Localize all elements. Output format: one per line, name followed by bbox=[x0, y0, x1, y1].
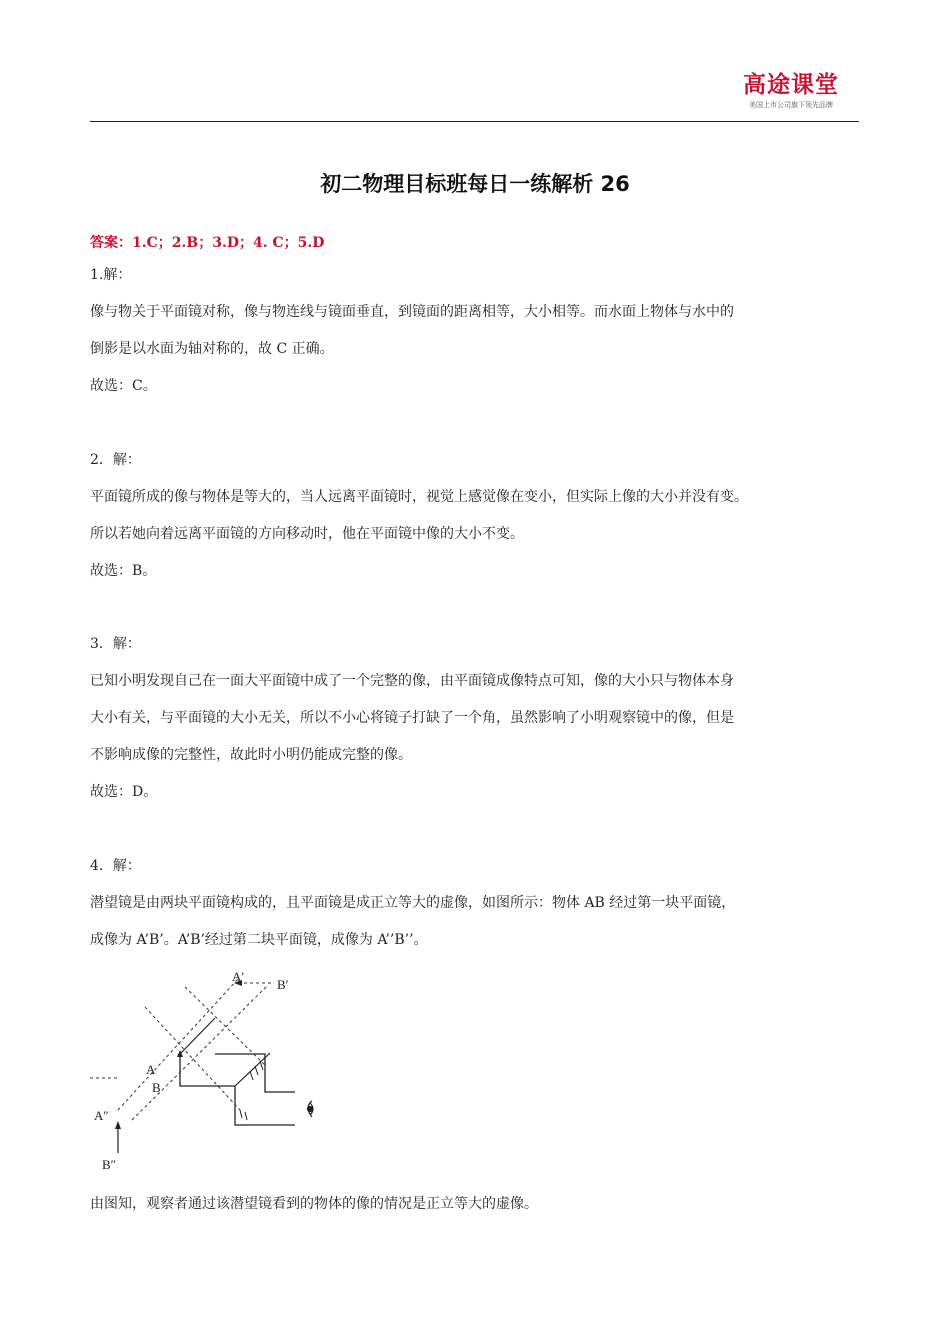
header-divider bbox=[90, 121, 859, 122]
label-b: B bbox=[152, 1080, 161, 1095]
solution-label: 1.解： bbox=[90, 267, 132, 283]
solution-text: 由图知，观察者通过该潜望镜看到的物体的像的情况是正立等大的虚像。 bbox=[90, 1196, 538, 1212]
solution-4-conclusion bbox=[90, 1186, 865, 1223]
solution-label: 3．解： bbox=[90, 636, 141, 652]
solution-text: 成像为 A’B’。A’B’经过第二块平面镜，成像为 A’’B’’。 bbox=[90, 932, 428, 948]
solution-label: 4．解： bbox=[90, 858, 141, 874]
answer-key: 答案：1.C；2.B；3.D；4. C；5.D bbox=[90, 235, 325, 251]
solution-choice: 故选：B。 bbox=[90, 563, 157, 579]
brand-name: 高途课堂 bbox=[743, 72, 839, 98]
solution-choice: 故选：D。 bbox=[90, 784, 158, 800]
solution-text: 倒影是以水面为轴对称的，故 C 正确。 bbox=[90, 341, 334, 357]
label-a1: A′ bbox=[232, 969, 245, 984]
solution-choice: 故选：C。 bbox=[90, 378, 157, 394]
periscope-diagram bbox=[90, 965, 340, 1177]
brand-logo bbox=[738, 72, 844, 110]
solution-text: 不影响成像的完整性，故此时小明仍能成完整的像。 bbox=[90, 747, 412, 763]
solution-label: 2．解： bbox=[90, 452, 141, 468]
solution-2 bbox=[90, 442, 865, 590]
brand-slogan: 美国上市公司旗下领先品牌 bbox=[749, 101, 833, 109]
label-b2: B″ bbox=[102, 1157, 117, 1172]
solution-text: 大小有关，与平面镜的大小无关，所以不小心将镜子打缺了一个角，虽然影响了小明观察镜中的像，但是 bbox=[90, 710, 734, 726]
solution-4 bbox=[90, 848, 865, 959]
solution-1 bbox=[90, 257, 865, 405]
eye-icon bbox=[308, 1101, 314, 1117]
solution-text: 已知小明发现自己在一面大平面镜中成了一个完整的像，由平面镜成像特点可知，像的大小只与物体本身 bbox=[90, 673, 734, 689]
label-b1: B′ bbox=[277, 977, 289, 992]
solution-text: 潜望镜是由两块平面镜构成的，且平面镜是成正立等大的虚像，如图所示：物体 AB 经过第一块平面镜， bbox=[90, 895, 736, 911]
top-mirror bbox=[180, 1018, 215, 1054]
periscope-tube bbox=[180, 1054, 295, 1125]
page-title: 初二物理目标班每日一练解析 26 bbox=[320, 172, 630, 196]
solution-text: 所以若她向着远离平面镜的方向移动时，他在平面镜中像的大小不变。 bbox=[90, 526, 524, 542]
label-a: A bbox=[146, 1062, 156, 1077]
solution-text: 像与物关于平面镜对称，像与物连线与镜面垂直，到镜面的距离相等，大小相等。而水面上物体与水中的 bbox=[90, 304, 734, 320]
arrow-head bbox=[115, 1121, 121, 1129]
label-a2: A″ bbox=[94, 1108, 109, 1123]
solution-3 bbox=[90, 626, 865, 811]
solution-text: 平面镜所成的像与物体是等大的，当人远离平面镜时，视觉上感觉像在变小，但实际上像的大小并没有变。 bbox=[90, 489, 748, 505]
